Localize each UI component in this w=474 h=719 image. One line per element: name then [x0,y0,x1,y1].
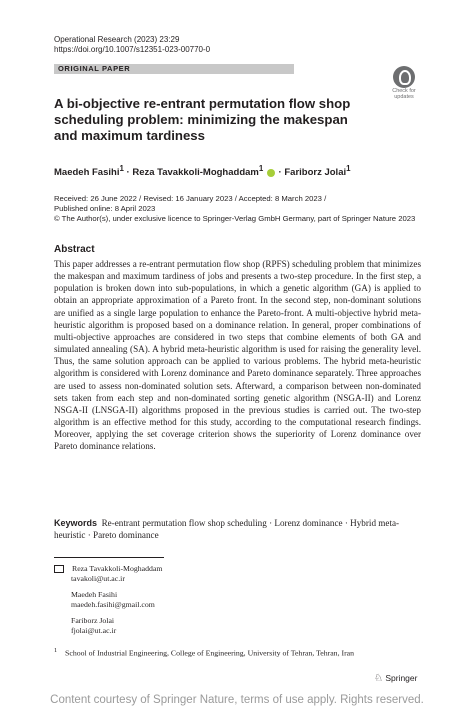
author-list [54,164,351,178]
check-updates-line1: Check for [392,88,416,94]
contact-email[interactable]: maedeh.fasihi@gmail.com [71,600,155,609]
footnote-divider [54,557,164,558]
keywords-text: Re-entrant permutation flow shop scheduling · Lorenz dominance · Hybrid meta-heuristic · Pareto dominance [54,518,400,541]
abstract-heading: Abstract [54,244,95,255]
author-separator: · [275,167,285,179]
received-dates: Received: 26 June 2022 / Revised: 16 January 2023 / Accepted: 8 March 2023 / [54,194,327,203]
affiliation-marker: 1 [119,164,124,173]
author-separator: · [123,167,133,179]
affiliation-number: 1 [54,647,58,654]
corresponding-contacts [54,564,162,636]
springer-horse-icon: ♘ [374,673,383,684]
author-name[interactable]: Reza Tavakkoli-Moghaddam [132,167,259,179]
courtesy-footer: Content courtesy of Springer Nature, terms of use apply. Rights reserved. [50,694,424,706]
affiliation-marker: 1 [258,164,264,173]
publisher-name: Springer [385,673,418,683]
contact-name: Reza Tavakkoli-Moghaddam [72,564,163,573]
contact-name: Fariborz Jolai [71,616,115,625]
abstract-body: This paper addresses a re-entrant permutation flow shop (RPFS) scheduling problem that minimizes the makespan and maximum tardiness of jobs and presents a two-step procedure. In the first step, a population is broken down into sub-populations, in which a genetic algorithm (GA) is applied to obtain an appropriate approximation of a Pareto front. In the second step, non-dominant solutions are unified as a single large population to enhance the Pareto-front. A multi-objective hybrid meta-heuristic algorithm is proposed based on a dominance relation. In general, proper combinations of multi-objective approaches are considered in two steps that combine elements of both GA and simulated annealing (SA). A hybrid meta-heuristic algorithm is used for raising the generality level. Thus, the same solution approach can be applied to various problems. The hybrid meta-heuristic algorithm is considered with Lorenz dominance and Pareto dominance separately. Three approaches are used to assess non-dominated solution sets. Afterward, a comparison between non-dominated sets taken from each step and non-dominated sorting genetic algorithm (NSGA-II) and Lorenz NSGA-II (LNSGA-II) algorithms proposed in the previous studies is carried out. The two-step algorithm is an effective method for this study, according to the computational research findings. Moreover, applying the set coverage criterion shows the superiority of Lorenz dominance over Pareto dominance relations. [54,259,421,452]
article-title: A bi-objective re-entrant permutation flow shop scheduling problem: minimizing the makespan and maximum tardiness [54,96,351,143]
affiliation-marker: 1 [346,164,351,173]
bookmark-icon [393,66,415,88]
publisher-logo [374,673,417,684]
keywords-section [54,517,421,541]
affiliation-note [54,646,354,659]
article-type-badge: ORIGINAL PAPER [54,64,294,74]
check-updates-line2: updates [394,94,414,100]
author-name[interactable]: Maedeh Fasihi [54,167,120,179]
contact-email[interactable]: fjolai@ut.ac.ir [71,626,117,635]
author-name[interactable]: Fariborz Jolai [284,167,347,179]
check-for-updates-button[interactable] [388,66,420,100]
contact-email[interactable]: tavakoli@ut.ac.ir [71,574,125,583]
article-history [54,194,415,225]
doi-link[interactable]: https://doi.org/10.1007/s12351-023-00770-0 [54,45,211,54]
keywords-label: Keywords [54,518,98,528]
journal-citation: Operational Research (2023) 23:29 [54,35,180,44]
copyright-line: © The Author(s), under exclusive licence to Springer-Verlag GmbH Germany, part of Springer Nature 2023 [54,214,416,224]
orcid-icon[interactable] [267,169,275,177]
affiliation-text: School of Industrial Engineering, College of Engineering, University of Tehran, Tehran, Iran [65,648,355,658]
contact-name: Maedeh Fasihi [71,590,118,599]
published-date: Published online: 8 April 2023 [54,204,156,214]
envelope-icon [54,565,64,573]
